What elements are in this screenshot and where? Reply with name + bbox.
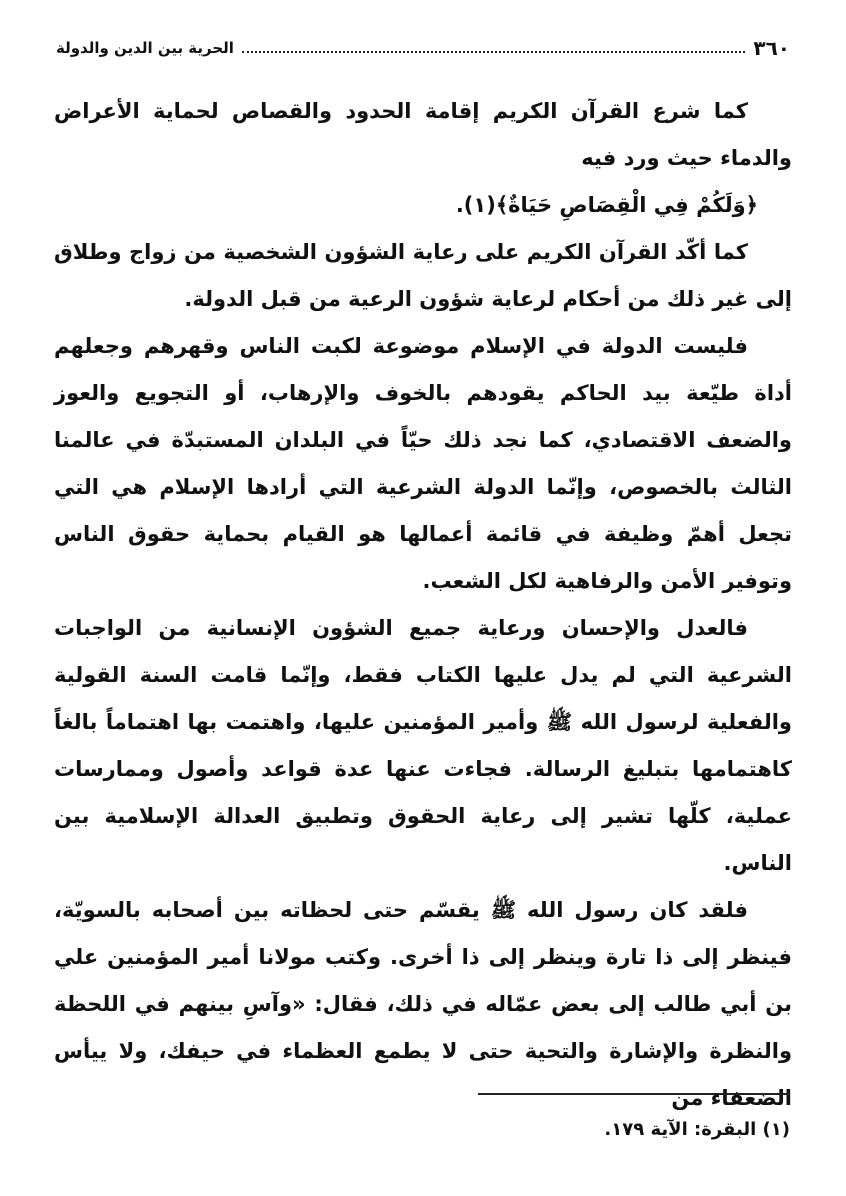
page-header xyxy=(56,36,790,60)
paragraph: كما أكّد القرآن الكريم على رعاية الشؤون الشخصية من زواج وطلاق إلى غير ذلك من أحكام لرعاية شؤون الرعية من قبل الدولة. xyxy=(54,240,792,311)
body-text xyxy=(54,88,792,1122)
page-number: ٣٦٠ xyxy=(753,36,790,60)
paragraph: فليست الدولة في الإسلام موضوعة لكبت الناس وقهرهم وجعلهم أداة طيّعة بيد الحاكم يقودهم بالخوف والإرهاب، أو التجويع والعوز والضعف الاقتصادي، كما نجد ذلك حيّاً في البلدان المستبدّة في عالمنا الثالث بالخصوص، وإنّما الدولة الشرعية التي أرادها الإسلام هي التي تجعل أهمّ وظيفة في قائمة أعمالها هو القيام بحماية حقوق الناس وتوفير الأمن والرفاهية لكل الشعب. xyxy=(54,334,792,593)
paragraph: فلقد كان رسول الله ﷺ يقسّم حتى لحظاته بين أصحابه بالسويّة، فينظر إلى ذا تارة وينظر إلى ذا أخرى. وكتب مولانا أمير المؤمنين علي بن أبي طالب إلى بعض عمّاله في ذلك، فقال: «وآسِ بينهم في اللحظة والنظرة والإشارة والتحية حتى لا يطمع العظماء في حيفك، ولا ييأس الضعفاء من xyxy=(54,898,792,1110)
quran-verse: ﴿وَلَكُمْ فِي الْقِصَاصِ حَيَاةٌ﴾(١). xyxy=(455,193,758,217)
footnote-divider xyxy=(478,1093,790,1095)
running-title: الحرية بين الدين والدولة xyxy=(56,39,234,57)
paragraph: فالعدل والإحسان ورعاية جميع الشؤون الإنسانية من الواجبات الشرعية التي لم يدل عليها الكتاب فقط، وإنّما قامت السنة القولية والفعلية لرسول الله ﷺ وأمير المؤمنين عليها، واهتمت بها اهتماماً بالغاً كاهتمامها بتبليغ الرسالة. فجاءت عنها عدة قواعد وأصول وممارسات عملية، كلّها تشير إلى رعاية الحقوق وتطبيق العدالة الإسلامية بين الناس. xyxy=(54,616,792,875)
footnote: (١) البقرة: الآية ١٧٩. xyxy=(604,1119,790,1140)
header-dot-leader xyxy=(242,51,745,53)
paragraph: كما شرع القرآن الكريم إقامة الحدود والقصاص لحماية الأعراض والدماء حيث ورد فيه xyxy=(54,99,792,170)
